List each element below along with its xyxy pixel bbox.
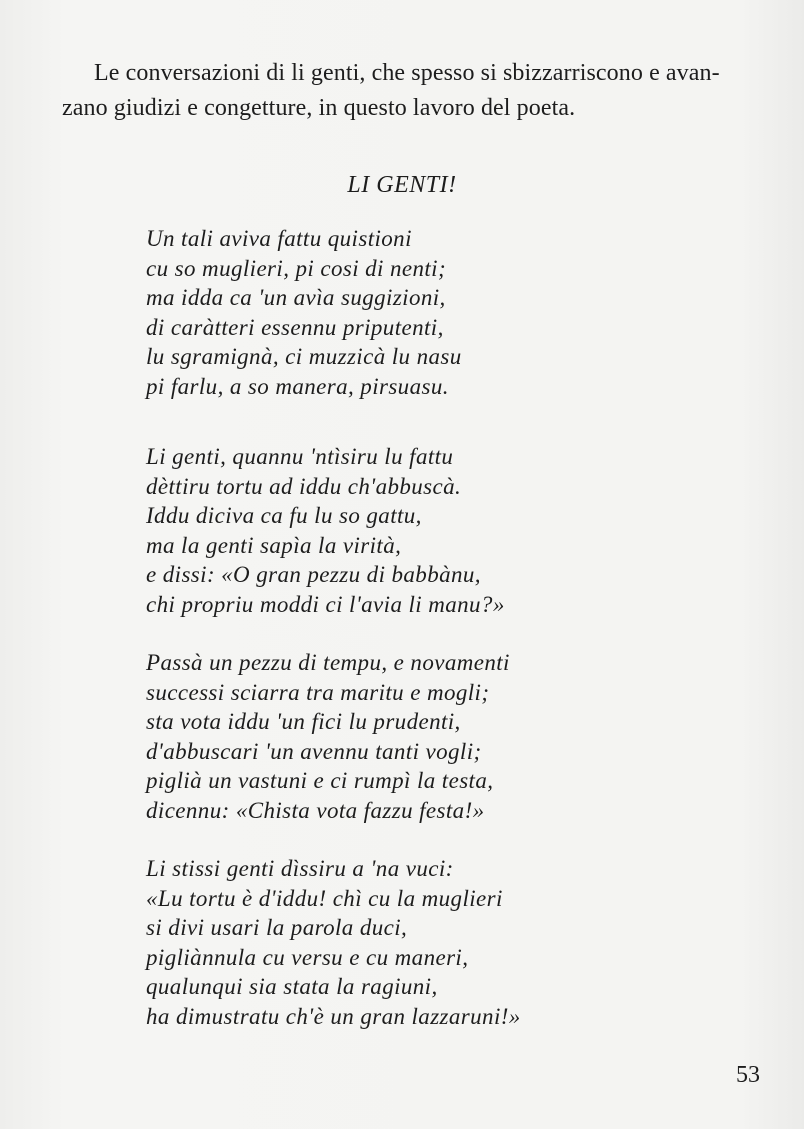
verse-line: dicennu: «Chista vota fazzu festa!» (146, 797, 485, 823)
verse-line: Un tali aviva fattu quistioni (146, 226, 412, 251)
poem-title: LI GENTI! (347, 172, 457, 198)
verse-line: di caràtteri essennu priputenti, (146, 314, 444, 340)
verse-line: Passà un pezzu di tempu, e novamenti (146, 650, 510, 675)
intro-line: zano giudizi e congetture, in questo lavoro del poeta. (62, 95, 576, 121)
verse-line: qualunqui sia stata la ragiuni, (146, 974, 438, 1000)
verse-line: d'abbuscari 'un avennu tanti vogli; (146, 738, 482, 764)
stanza-4 (146, 854, 706, 1032)
verse-line: e dissi: «O gran pezzu di babbànu, (146, 562, 481, 588)
page-number: 53 (736, 1062, 760, 1088)
verse-line: ma idda ca 'un avìa suggizioni, (146, 285, 446, 311)
intro-line: Le conversazioni di li genti, che spesso si sbizzarriscono e avan- (94, 60, 720, 86)
verse-line: Li stissi genti dìssiru a 'na vuci: (146, 856, 454, 881)
verse-line: sta vota iddu 'un fici lu prudenti, (146, 709, 461, 735)
verse-line: chi propriu moddi ci l'avia li manu?» (146, 591, 505, 617)
stanza-1 (146, 224, 706, 402)
stanza-2 (146, 442, 706, 620)
verse-line: «Lu tortu è d'iddu! chì cu la muglieri (146, 885, 503, 911)
verse-line: ma la genti sapìa la virità, (146, 532, 402, 558)
verse-line: si divi usari la parola duci, (146, 915, 408, 941)
verse-line: successi sciarra tra maritu e mogli; (146, 679, 490, 705)
verse-line: dèttiru tortu ad iddu ch'abbuscà. (146, 473, 462, 499)
verse-line: Li genti, quannu 'ntìsiru lu fattu (146, 444, 454, 469)
verse-line: cu so muglieri, pi cosi di nenti; (146, 255, 447, 281)
verse-line: piglià un vastuni e ci rumpì la testa, (146, 768, 494, 794)
verse-line: lu sgramignà, ci muzzicà lu nasu (146, 344, 462, 370)
verse-line: ha dimustratu ch'è un gran lazzaruni!» (146, 1003, 521, 1029)
verse-line: pi farlu, a so manera, pirsuasu. (146, 373, 449, 399)
stanza-3 (146, 648, 706, 826)
verse-line: pigliànnula cu versu e cu maneri, (146, 944, 469, 970)
verse-line: Iddu diciva ca fu lu so gattu, (146, 503, 422, 529)
intro-paragraph (62, 56, 762, 126)
